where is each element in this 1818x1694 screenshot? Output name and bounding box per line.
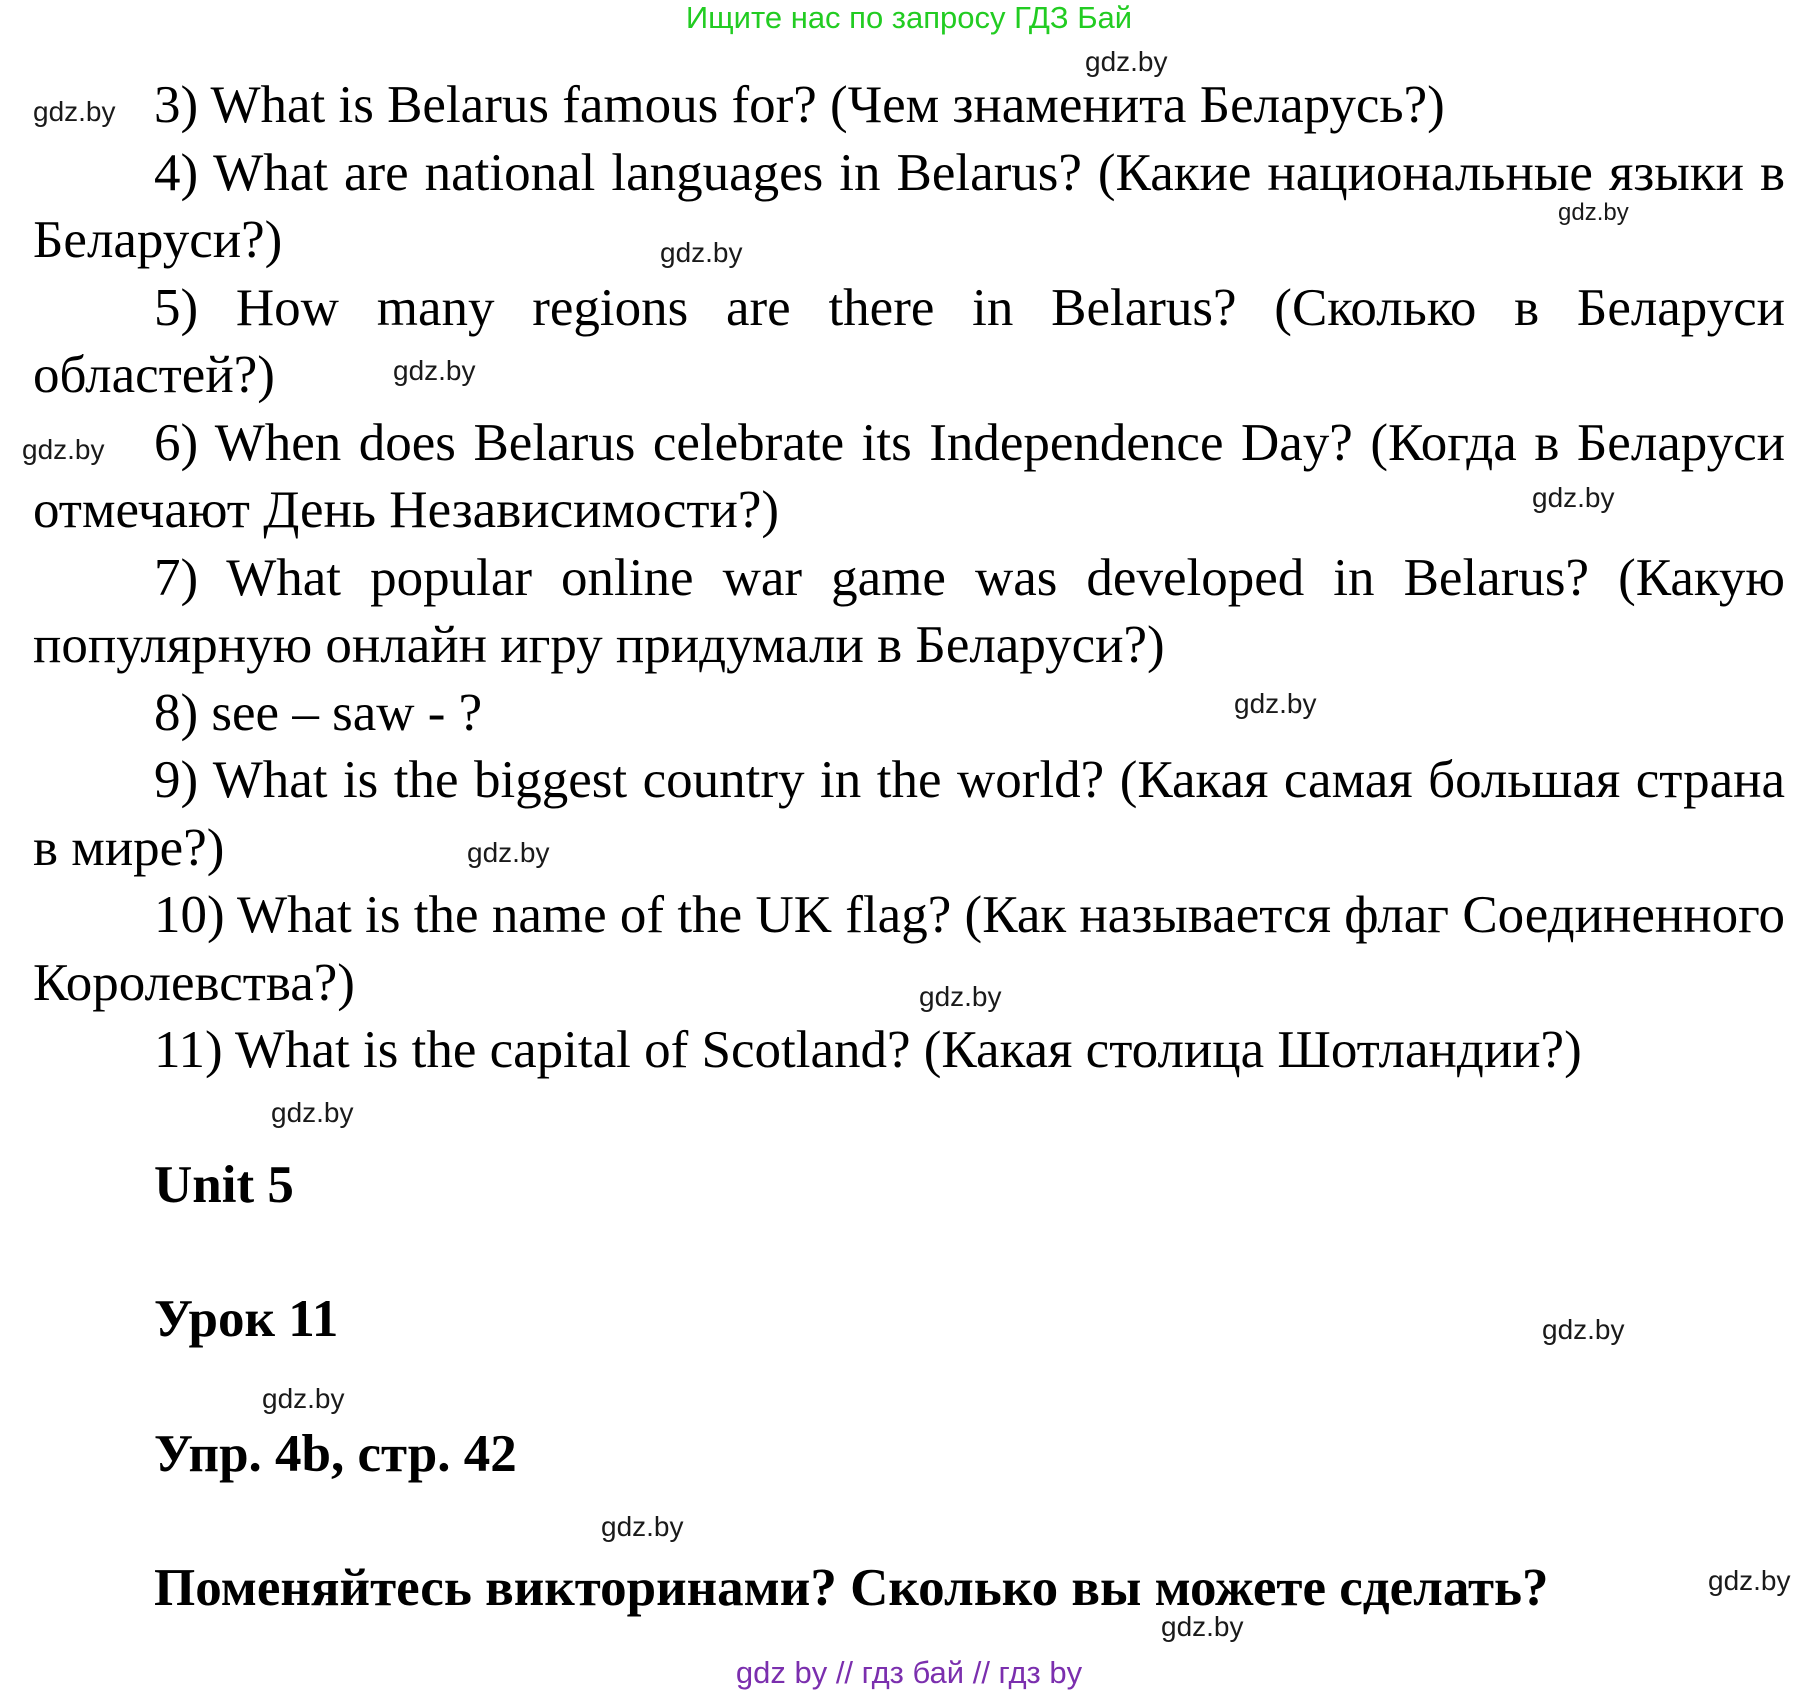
question-9: 9) What is the biggest country in the world? (Какая самая большая страна в мире?) (33, 751, 1785, 877)
unit-heading: Unit 5 (154, 1155, 294, 1214)
top-search-banner: Ищите нас по запросу ГДЗ Бай (685, 0, 1133, 35)
question-7: 7) What popular online war game was developed in Belarus? (Какую популярную онлайн игру придумали в Беларуси?) (33, 548, 1785, 674)
question-8: 8) see – saw - ? (154, 683, 483, 742)
watermark: gdz.by (1558, 199, 1629, 226)
question-11: 11) What is the capital of Scotland? (Какая столица Шотландии?) (154, 1021, 1582, 1079)
footer-watermark: gdz by // гдз бай // гдз by (735, 1655, 1083, 1690)
question-10: 10) What is the name of the UK flag? (Как называется флаг Соединенного Королевства?) (33, 886, 1785, 1012)
watermark: gdz.by (393, 355, 476, 386)
watermark: gdz.by (601, 1511, 684, 1542)
watermark: gdz.by (1532, 482, 1615, 513)
lesson-heading: Урок 11 (154, 1290, 339, 1348)
watermark: gdz.by (660, 237, 743, 268)
watermark: gdz.by (33, 96, 116, 127)
watermark: gdz.by (919, 981, 1002, 1012)
watermark: gdz.by (262, 1383, 345, 1414)
watermark: gdz.by (1234, 688, 1317, 719)
watermark: gdz.by (22, 434, 105, 465)
watermark: gdz.by (467, 837, 550, 868)
watermark: gdz.by (1161, 1611, 1244, 1642)
watermark: gdz.by (271, 1097, 354, 1128)
question-4: 4) What are national languages in Belarus? (Какие национальные языки в Беларуси?) (33, 143, 1785, 269)
watermark: gdz.by (1542, 1314, 1625, 1345)
task-heading: Поменяйтесь викторинами? Сколько вы можете сделать? (154, 1559, 1549, 1617)
question-5: 5) How many regions are there in Belarus? (Сколько в Беларуси областей?) (33, 278, 1785, 404)
watermark: gdz.by (1708, 1565, 1791, 1596)
exercise-heading: Упр. 4b, стр. 42 (154, 1424, 517, 1483)
question-3: 3) What is Belarus famous for? (Чем знаменита Беларусь?) (154, 76, 1445, 134)
question-6: 6) When does Belarus celebrate its Independence Day? (Когда в Беларуси отмечают День Независимости?) (33, 413, 1785, 539)
watermark: gdz.by (1085, 46, 1168, 77)
